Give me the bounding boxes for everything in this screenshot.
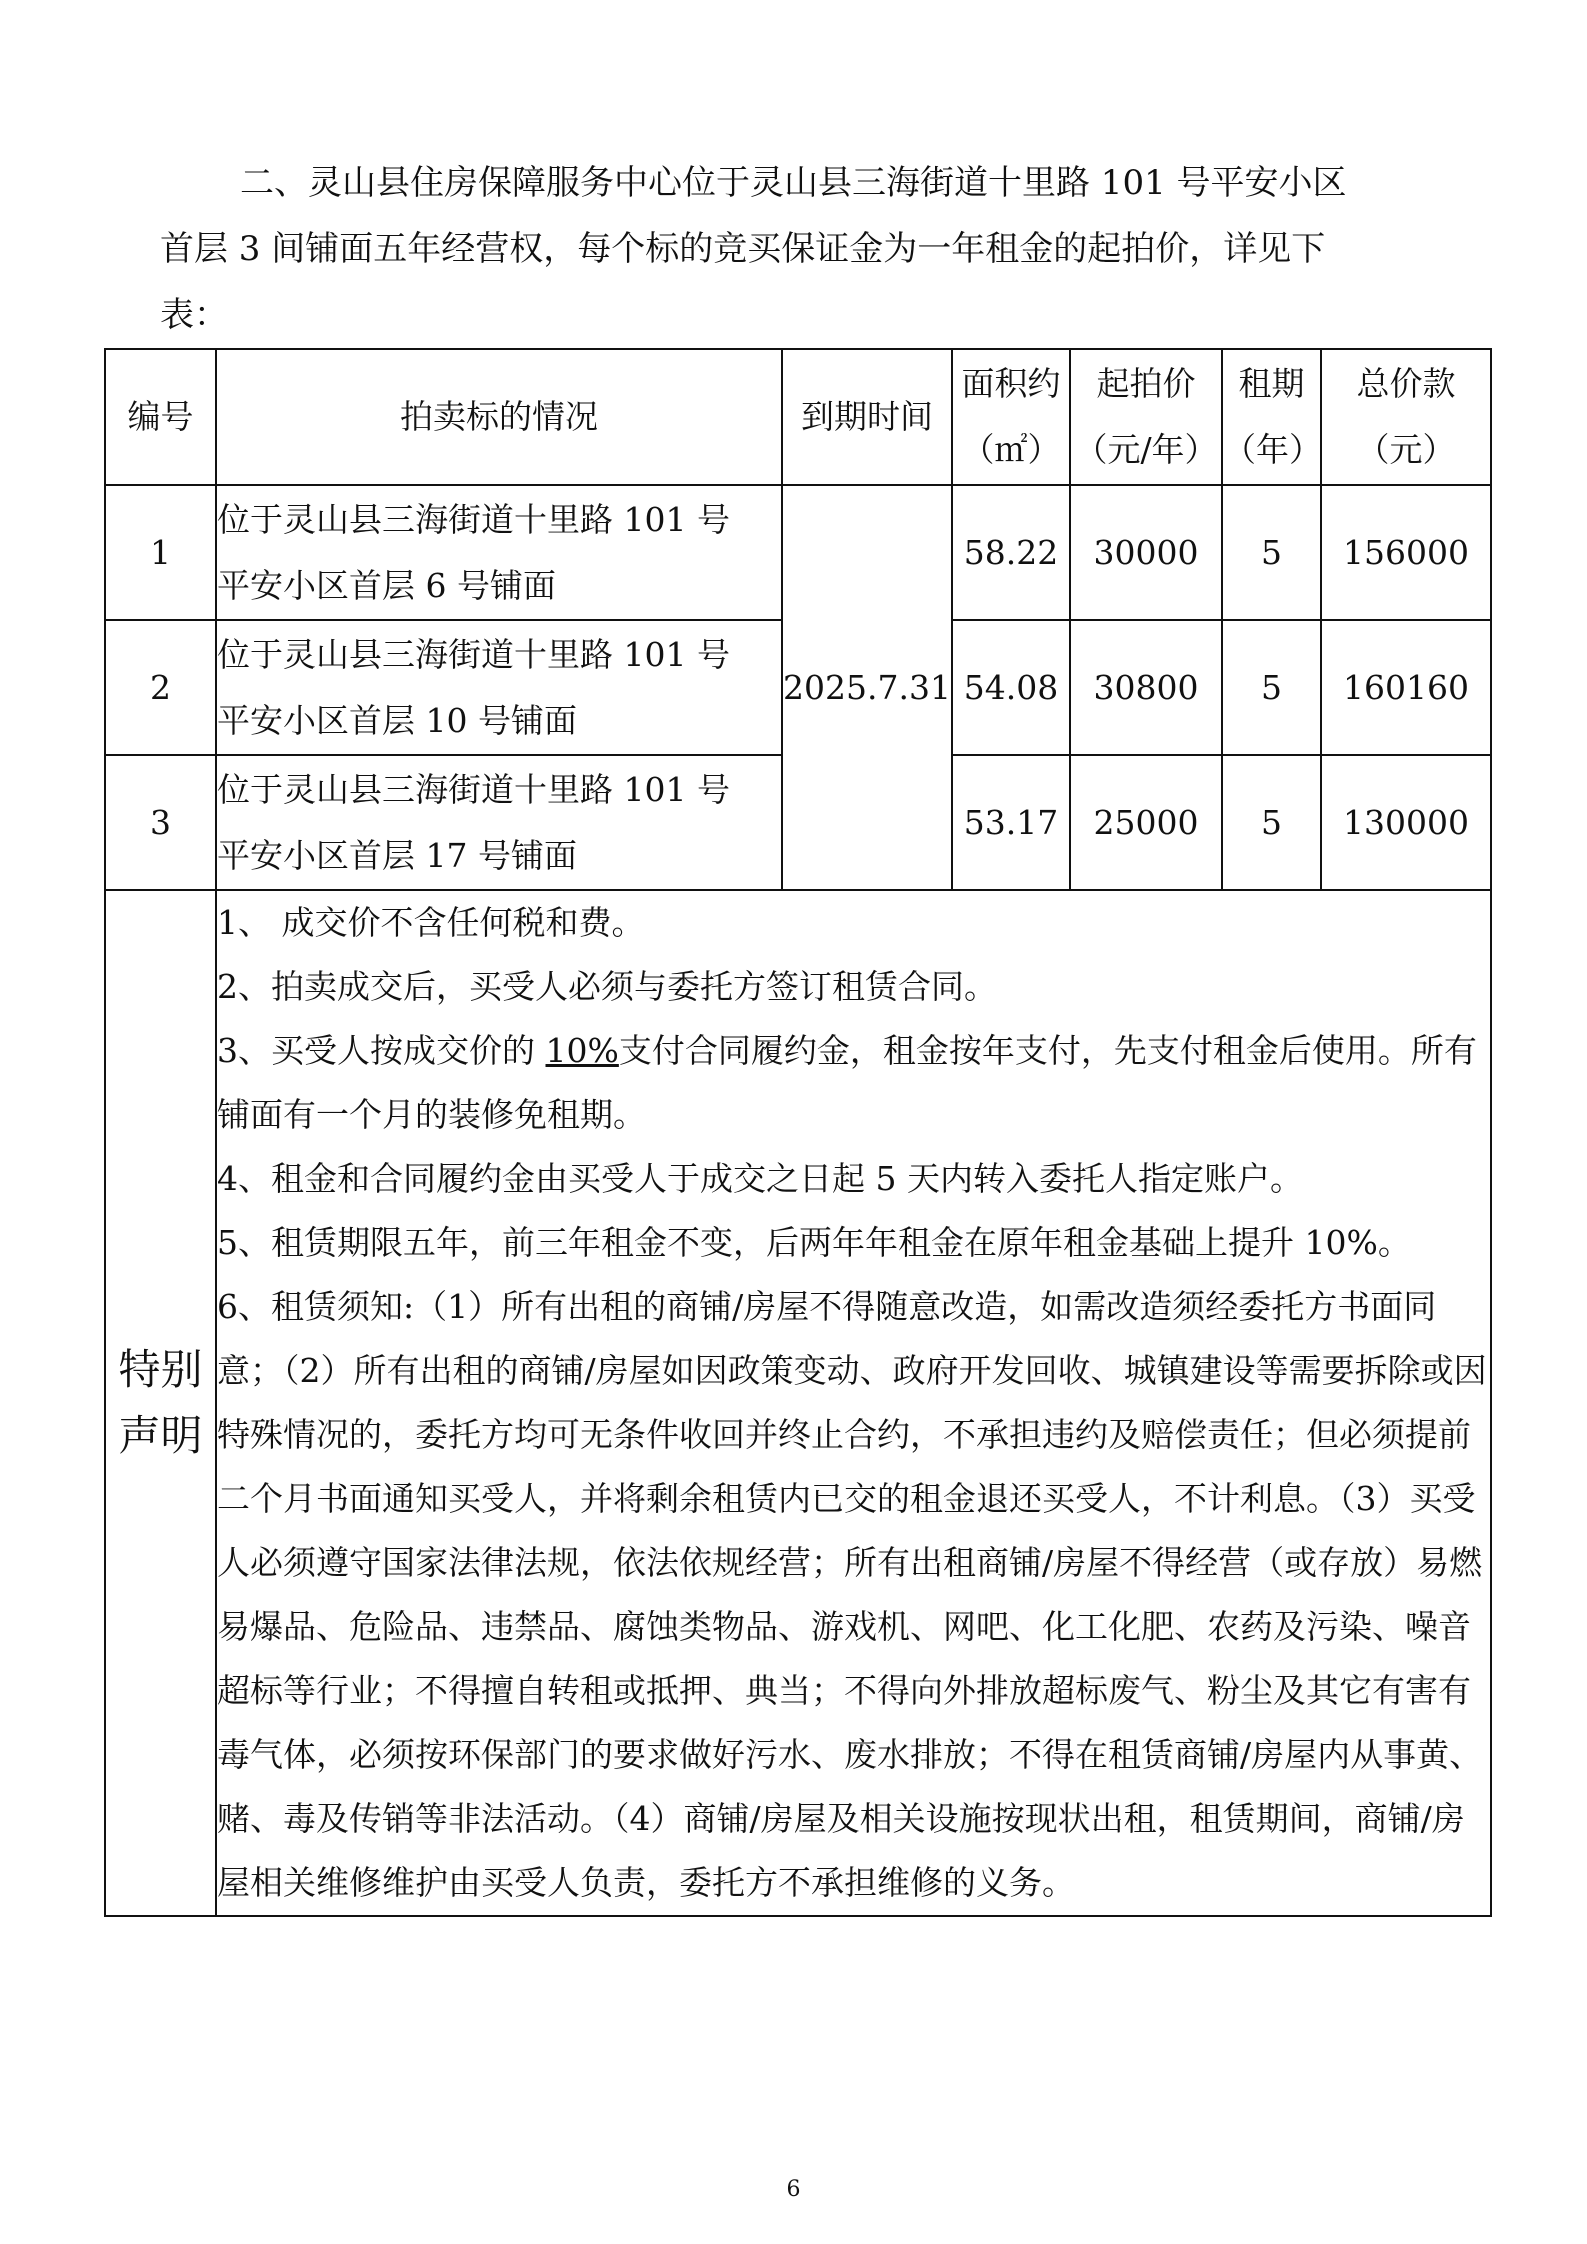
auction-table: [104, 348, 1492, 1917]
special-notes-content: [216, 890, 1491, 1916]
header-area: 面积约 （㎡）: [952, 349, 1070, 485]
row-no: 1: [105, 485, 216, 620]
note-6: 6、租赁须知:（1）所有出租的商铺/房屋不得随意改造，如需改造须经委托方书面同意；（2）所有出租的商铺/房屋如因政策变动、政府开发回收、城镇建设等需要拆除或因特殊情况的，委托方均可无条件收回并终止合约，不承担违约及赔偿责任；但必须提前二个月书面通知买受人，并将剩余租赁内已交的租金退还买受人，不计利息。（3）买受人必须遵守国家法律法规，依法依规经营；所有出租商铺/房屋不得经营（或存放）易燃易爆品、危险品、违禁品、腐蚀类物品、游戏机、网吧、化工化肥、农药及污染、噪音超标等行业；不得擅自转租或抵押、典当；不得向外排放超标废气、粉尘及其它有害有毒气体，必须按环保部门的要求做好污水、废水排放；不得在租赁商铺/房屋内从事黄、赌、毒及传销等非法活动。（4）商铺/房屋及相关设施按现状出租，租赁期间，商铺/房屋相关维修维护由买受人负责，委托方不承担维修的义务。: [217, 1287, 1487, 1902]
special-notes-row: [105, 890, 1491, 1916]
expiry-date: 2025.7.31: [782, 485, 952, 890]
row-desc: 位于灵山县三海街道十里路 101 号 平安小区首层 10 号铺面: [216, 620, 782, 755]
header-no: 编号: [105, 349, 216, 485]
row-price: 30000: [1070, 485, 1222, 620]
note-4: 4、租金和合同履约金由买受人于成交之日起 5 天内转入委托人指定账户。: [217, 1159, 1303, 1198]
header-total: 总价款 （元）: [1321, 349, 1491, 485]
row-area: 54.08: [952, 620, 1070, 755]
row-term: 5: [1222, 620, 1321, 755]
row-price: 25000: [1070, 755, 1222, 890]
note-5: 5、租赁期限五年，前三年租金不变，后两年年租金在原年租金基础上提升 10%。: [217, 1223, 1411, 1262]
row-term: 5: [1222, 485, 1321, 620]
row-desc: 位于灵山县三海街道十里路 101 号 平安小区首层 17 号铺面: [216, 755, 782, 890]
page-number: 6: [786, 2177, 801, 2202]
row-area: 58.22: [952, 485, 1070, 620]
intro-line-1: 二、灵山县住房保障服务中心位于灵山县三海街道十里路 101 号平安小区: [240, 163, 1347, 203]
special-notes-label: 特别 声明: [105, 890, 216, 1916]
intro-line-3: 表：: [160, 295, 228, 335]
header-subject: 拍卖标的情况: [216, 349, 782, 485]
intro-line-2: 首层 3 间铺面五年经营权，每个标的竞买保证金为一年租金的起拍价，详见下: [160, 229, 1326, 269]
intro-paragraph: [160, 150, 1460, 348]
row-price: 30800: [1070, 620, 1222, 755]
table-header-row: [105, 349, 1491, 485]
row-area: 53.17: [952, 755, 1070, 890]
header-expiry: 到期时间: [782, 349, 952, 485]
table-row: [105, 485, 1491, 620]
row-desc: 位于灵山县三海街道十里路 101 号 平安小区首层 6 号铺面: [216, 485, 782, 620]
row-total: 160160: [1321, 620, 1491, 755]
row-term: 5: [1222, 755, 1321, 890]
header-term: 租期 （年）: [1222, 349, 1321, 485]
note-1: 1、 成交价不含任何税和费。: [217, 903, 645, 942]
row-total: 156000: [1321, 485, 1491, 620]
row-total: 130000: [1321, 755, 1491, 890]
header-price: 起拍价 （元/年）: [1070, 349, 1222, 485]
row-no: 3: [105, 755, 216, 890]
note-3: 3、买受人按成交价的 10%支付合同履约金，租金按年支付，先支付租金后使用。所有铺面有一个月的装修免租期。: [217, 1031, 1477, 1134]
row-no: 2: [105, 620, 216, 755]
note-2: 2、拍卖成交后，买受人必须与委托方签订租赁合同。: [217, 967, 997, 1006]
